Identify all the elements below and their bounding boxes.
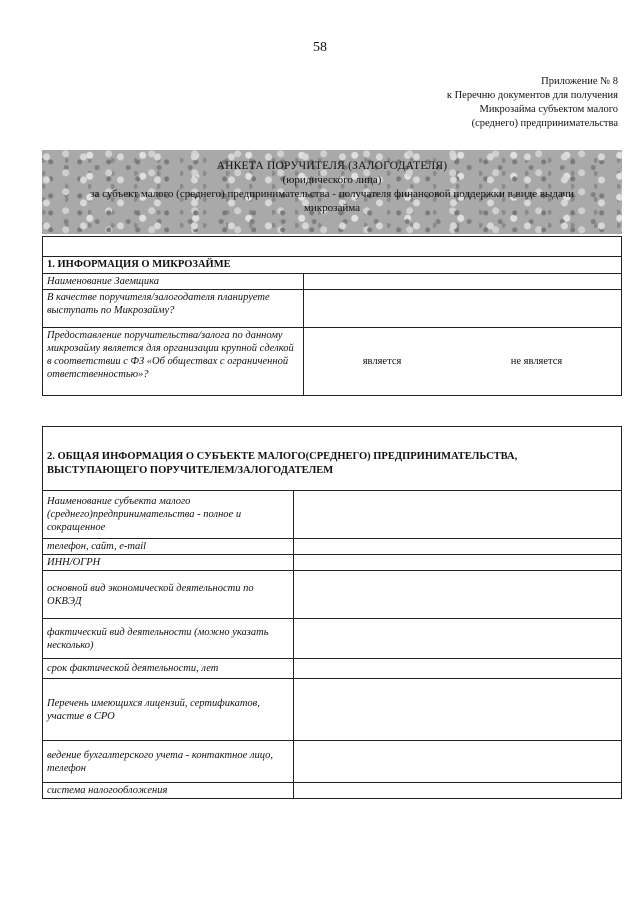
- entity-name-field[interactable]: [294, 491, 622, 539]
- form-subtitle: (юридического лица): [282, 174, 382, 186]
- tax-system-field[interactable]: [294, 783, 622, 799]
- appendix-line-3: Микрозайма субъектом малого: [479, 104, 618, 115]
- inn-ogrn-field[interactable]: [294, 555, 622, 571]
- major-deal-options: [304, 328, 622, 396]
- row-label-accounting: ведение бухгалтерского учета - контактное лицо, телефон: [43, 741, 294, 783]
- contacts-field[interactable]: [294, 539, 622, 555]
- row-label-tax-system: система налогообложения: [43, 783, 294, 799]
- form-header: [42, 150, 622, 234]
- section-1-table: [42, 236, 622, 396]
- option-is-not[interactable]: не является: [510, 356, 563, 367]
- row-label-okved: основной вид экономической деятельности по ОКВЭД: [43, 571, 294, 619]
- page-number: 58: [313, 40, 327, 55]
- form-title: АНКЕТА ПОРУЧИТЕЛЯ (ЗАЛОГОДАТЕЛЯ): [216, 160, 448, 172]
- section-1-title: 1. ИНФОРМАЦИЯ О МИКРОЗАЙМЕ: [43, 257, 622, 274]
- option-is[interactable]: является: [362, 356, 402, 367]
- activity-term-field[interactable]: [294, 659, 622, 679]
- section-2-table: [42, 426, 622, 799]
- row-label-licenses: Перечень имеющихся лицензий, сертификатов, участие в СРО: [43, 679, 294, 741]
- row-label-entity-name: Наименование субъекта малого (среднего)предпринимательства - полное и сокращенное: [43, 491, 294, 539]
- row-label-inn-ogrn: ИНН/ОГРН: [43, 555, 294, 571]
- section-2-title: 2. ОБЩАЯ ИНФОРМАЦИЯ О СУБЪЕКТЕ МАЛОГО(СРЕДНЕГО) ПРЕДПРИНИМАТЕЛЬСТВА, ВЫСТУПАЮЩЕГО ПОРУЧИТЕЛЕМ/ЗАЛОГОДАТЕЛЕМ: [43, 427, 622, 491]
- licenses-field[interactable]: [294, 679, 622, 741]
- row-label-actual-activity: фактический вид деятельности (можно указать несколько): [43, 619, 294, 659]
- row-label-guarantor-role: В качестве поручителя/залогодателя планируете выступать по Микрозайму?: [43, 290, 304, 328]
- row-label-activity-term: срок фактической деятельности, лет: [43, 659, 294, 679]
- okved-field[interactable]: [294, 571, 622, 619]
- appendix-line-2: к Перечню документов для получения: [446, 90, 618, 101]
- accounting-field[interactable]: [294, 741, 622, 783]
- spacer-row: [43, 237, 622, 257]
- actual-activity-field[interactable]: [294, 619, 622, 659]
- appendix-line-1: Приложение № 8: [541, 76, 618, 87]
- row-label-borrower-name: Наименование Заемщика: [43, 274, 304, 290]
- row-label-contacts: телефон, сайт, e-mail: [43, 539, 294, 555]
- form-description-line-2: микрозайма: [303, 202, 361, 214]
- appendix-note: [447, 75, 618, 131]
- borrower-name-field[interactable]: [304, 274, 622, 290]
- appendix-line-4: (среднего) предпринимательства: [471, 118, 618, 129]
- form-description-line-1: за субъект малого (среднего) предпринимательства - получателя финансовой поддержки в виде выдачи: [90, 188, 574, 200]
- row-label-major-deal: Предоставление поручительства/залога по данному микрозайму является для организации крупной сделкой в соответствии с ФЗ «Об обществах с ограниченной ответственностью»?: [43, 328, 304, 396]
- guarantor-role-field[interactable]: [304, 290, 622, 328]
